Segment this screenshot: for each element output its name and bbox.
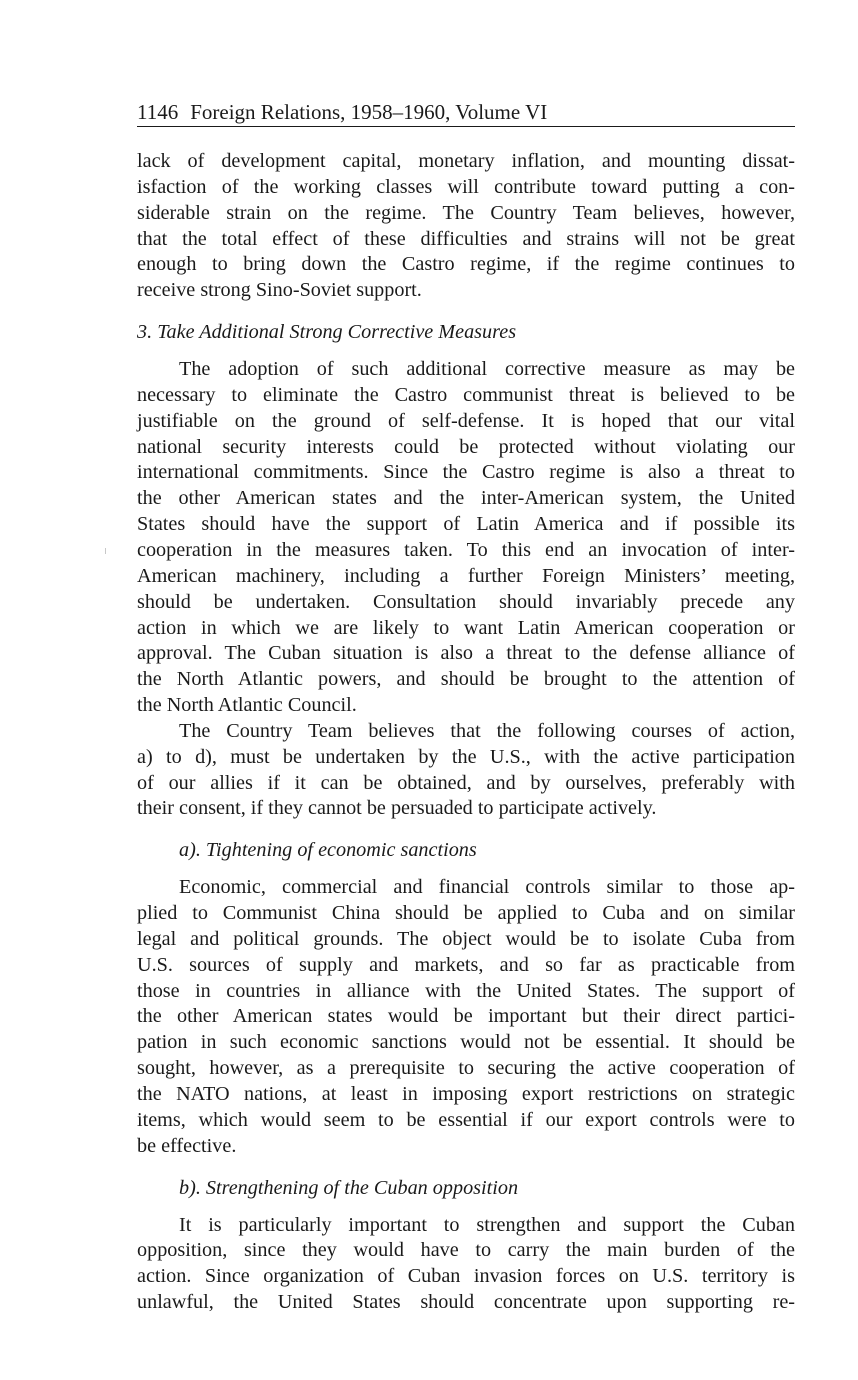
text-line: pation in such economic sanctions would not be essential. It should be: [137, 1031, 795, 1054]
volume-title: Foreign Relations, 1958–1960, Volume VI: [190, 100, 548, 124]
text-line: unlawful, the United States should concentrate upon supporting re-: [137, 1291, 795, 1314]
text-line: It is particularly important to strengthen and support the Cuban: [179, 1213, 795, 1236]
text-line: a) to d), must be undertaken by the U.S., with the active participation: [137, 745, 795, 768]
text-line: The adoption of such additional corrective measure as may be: [179, 358, 795, 381]
text-line: the North Atlantic powers, and should be brought to the attention of: [137, 668, 795, 691]
text-line: receive strong Sino-Soviet support.: [137, 279, 422, 302]
text-line: sought, however, as a prerequisite to securing the active cooperation of: [137, 1057, 795, 1080]
text-line: should be undertaken. Consultation should invariably precede any: [137, 590, 795, 613]
section-paragraph: [137, 719, 795, 822]
text-line: plied to Communist China should be applied to Cuba and on similar: [137, 902, 795, 925]
text-line: isfaction of the working classes will contribute toward putting a con-: [137, 175, 795, 198]
running-header: [137, 98, 795, 127]
text-line: siderable strain on the regime. The Country Team believes, however,: [137, 201, 795, 224]
text-line: legal and political grounds. The object would be to isolate Cuba from: [137, 927, 795, 950]
text-line: approval. The Cuban situation is also a threat to the defense alliance of: [137, 642, 795, 665]
subsection-paragraph: [137, 1213, 795, 1316]
text-line: be effective.: [137, 1134, 237, 1157]
text-line: the other American states would be important but their direct partici-: [137, 1005, 795, 1028]
text-line: action. Since organization of Cuban invasion forces on U.S. territory is: [137, 1265, 795, 1288]
subsection-paragraph: [137, 875, 795, 1159]
intro-paragraph: [137, 149, 795, 304]
text-line: The Country Team believes that the following courses of action,: [179, 719, 795, 742]
page-number: 1146: [137, 100, 179, 124]
text-line: their consent, if they cannot be persuaded to participate actively.: [137, 797, 657, 820]
subsection-heading: b). Strengthening of the Cuban opposition: [179, 1176, 519, 1199]
text-line: Economic, commercial and financial controls similar to those ap-: [179, 876, 795, 899]
text-line: international commitments. Since the Castro regime is also a threat to: [137, 461, 795, 484]
text-line: U.S. sources of supply and markets, and so far as practicable from: [137, 953, 795, 976]
text-line: lack of development capital, monetary inflation, and mounting dissat-: [137, 150, 795, 172]
text-line: necessary to eliminate the Castro communist threat is believed to be: [137, 383, 795, 406]
section-paragraph: [137, 357, 795, 719]
text-line: opposition, since they would have to carry the main burden of the: [137, 1239, 795, 1262]
text-line: States should have the support of Latin America and if possible its: [137, 513, 795, 536]
text-line: American machinery, including a further Foreign Ministers’ meeting,: [137, 564, 795, 587]
subsection-heading: a). Tightening of economic sanctions: [179, 839, 477, 862]
text-line: national security interests could be protected without violating our: [137, 435, 795, 458]
text-line: of our allies if it can be obtained, and by ourselves, preferably with: [137, 771, 795, 794]
text-line: the other American states and the inter-American system, the United: [137, 487, 795, 510]
document-page: [137, 98, 795, 1316]
text-line: the North Atlantic Council.: [137, 694, 357, 717]
margin-mark: [105, 548, 106, 554]
text-line: cooperation in the measures taken. To this end an invocation of inter-: [137, 538, 795, 561]
text-line: action in which we are likely to want Latin American cooperation or: [137, 616, 795, 639]
text-line: items, which would seem to be essential if our export controls were to: [137, 1108, 795, 1131]
text-line: enough to bring down the Castro regime, if the regime continues to: [137, 253, 795, 276]
text-line: those in countries in alliance with the United States. The support of: [137, 979, 795, 1002]
text-line: the NATO nations, at least in imposing export restrictions on strategic: [137, 1083, 795, 1105]
text-line: that the total effect of these difficulties and strains will not be great: [137, 227, 795, 250]
text-line: justifiable on the ground of self-defense. It is hoped that our vital: [137, 409, 795, 432]
section-heading: 3. Take Additional Strong Corrective Measures: [137, 321, 517, 344]
